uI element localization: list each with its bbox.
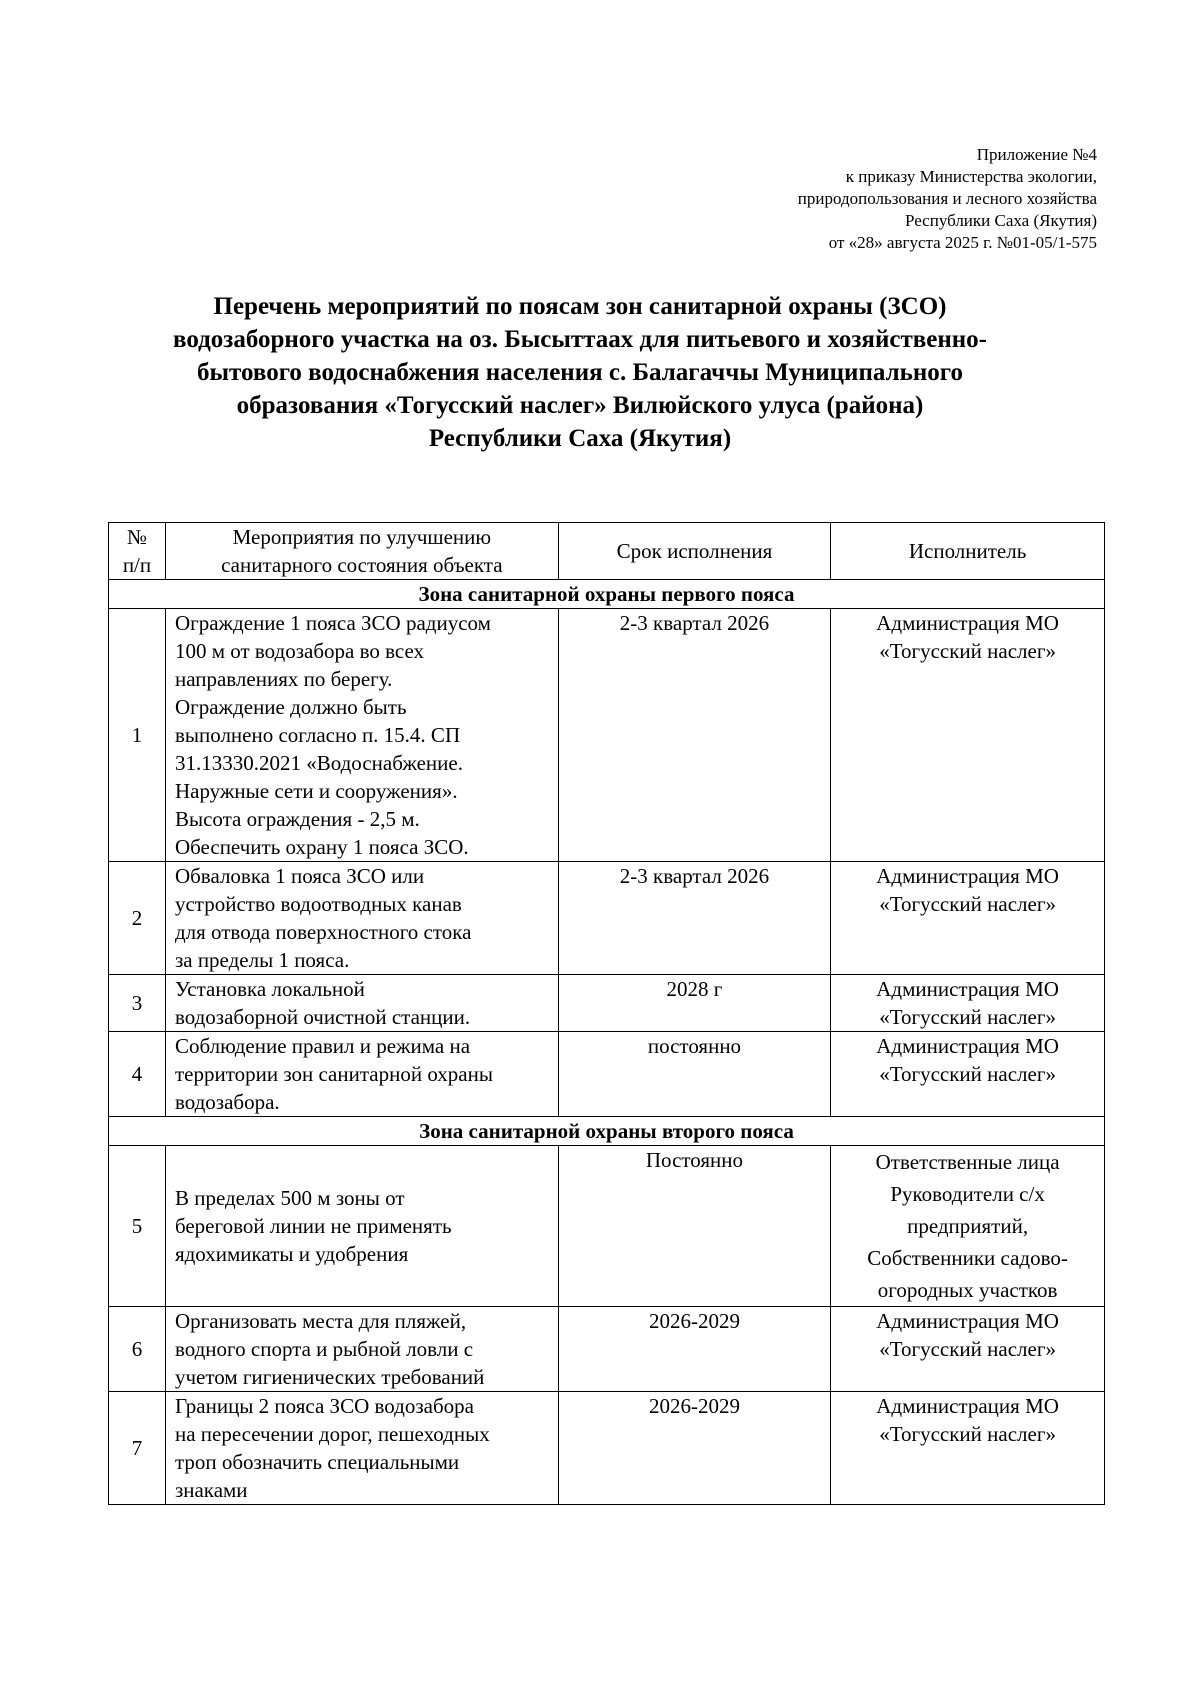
row-term: Постоянно — [558, 1146, 830, 1307]
table-row — [109, 1032, 1105, 1117]
table-row — [109, 1146, 1105, 1307]
row-executor: Администрация МО «Тогусский наслег» — [831, 862, 1105, 975]
table-row — [109, 862, 1105, 975]
annex-line: Республики Саха (Якутия) — [904, 211, 1097, 230]
measures-table — [108, 522, 1105, 1505]
row-num: 4 — [109, 1032, 166, 1117]
row-activity: Ограждение 1 пояса ЗСО радиусом 100 м от водозабора во всех направлениях по берегу. Ограждение должно быть выполнено согласно п. 15.4. СП 31.13330.2021 «Водоснабжение. Наружные сети и сооружения». Высота ограждения - 2,5 м. Обеспечить охрану 1 пояса ЗСО. — [165, 609, 558, 862]
row-num: 6 — [109, 1307, 166, 1392]
table-row — [109, 1392, 1105, 1505]
annex-line: природопользования и лесного хозяйства — [797, 189, 1097, 208]
table-row — [109, 975, 1105, 1032]
table-header-row — [109, 523, 1105, 580]
row-executor: Администрация МО «Тогусский наслег» — [831, 1032, 1105, 1117]
row-executor: Администрация МО «Тогусский наслег» — [831, 975, 1105, 1032]
row-executor: Администрация МО «Тогусский наслег» — [831, 1307, 1105, 1392]
row-executor: Администрация МО «Тогусский наслег» — [831, 609, 1105, 862]
header-executor: Исполнитель — [831, 523, 1105, 580]
row-num: 7 — [109, 1392, 166, 1505]
zone-row — [109, 580, 1105, 609]
row-activity: Границы 2 пояса ЗСО водозабора на пересечении дорог, пешеходных троп обозначить специальными знаками — [165, 1392, 558, 1505]
title-line: бытового водоснабжения населения с. Балагаччы Муниципального — [197, 359, 963, 386]
annex-block — [798, 144, 1097, 254]
row-term: 2026-2029 — [558, 1307, 830, 1392]
row-term: постоянно — [558, 1032, 830, 1117]
row-term: 2028 г — [558, 975, 830, 1032]
row-executor: Администрация МО «Тогусский наслег» — [831, 1392, 1105, 1505]
annex-line: Приложение №4 — [976, 145, 1097, 164]
table-row — [109, 609, 1105, 862]
header-activity: Мероприятия по улучшению санитарного состояния объекта — [165, 523, 558, 580]
title-line: образования «Тогусский наслег» Вилюйского улуса (района) — [236, 392, 924, 419]
row-activity: Обваловка 1 пояса ЗСО или устройство водоотводных канав для отвода поверхностного стока за пределы 1 пояса. — [165, 862, 558, 975]
header-term: Срок исполнения — [558, 523, 830, 580]
zone2-heading: Зона санитарной охраны второго пояса — [109, 1117, 1105, 1146]
title-line: водозаборного участка на оз. Бысыттаах для питьевого и хозяйственно- — [173, 326, 987, 353]
annex-line: к приказу Министерства экологии, — [845, 167, 1097, 186]
title-line: Республики Саха (Якутия) — [428, 425, 732, 452]
row-activity: В пределах 500 м зоны от береговой линии не применять ядохимикаты и удобрения — [165, 1146, 558, 1307]
zone1-heading: Зона санитарной охраны первого пояса — [109, 580, 1105, 609]
row-num: 3 — [109, 975, 166, 1032]
row-num: 1 — [109, 609, 166, 862]
row-term: 2-3 квартал 2026 — [558, 609, 830, 862]
document-title — [100, 290, 1060, 455]
row-term: 2026-2029 — [558, 1392, 830, 1505]
row-executor: Ответственные лица Руководители с/х предприятий, Собственники садово- огородных участков — [831, 1146, 1105, 1307]
row-activity: Соблюдение правил и режима на территории зон санитарной охраны водозабора. — [165, 1032, 558, 1117]
zone-row — [109, 1117, 1105, 1146]
row-activity: Организовать места для пляжей, водного спорта и рыбной ловли с учетом гигиенических требований — [165, 1307, 558, 1392]
title-line: Перечень мероприятий по поясам зон санитарной охраны (ЗСО) — [213, 293, 947, 320]
row-term: 2-3 квартал 2026 — [558, 862, 830, 975]
annex-line: от «28» августа 2025 г. №01-05/1-575 — [828, 233, 1097, 252]
row-num: 5 — [109, 1146, 166, 1307]
header-num: № п/п — [109, 523, 166, 580]
table-row — [109, 1307, 1105, 1392]
row-num: 2 — [109, 862, 166, 975]
row-activity: Установка локальной водозаборной очистной станции. — [165, 975, 558, 1032]
